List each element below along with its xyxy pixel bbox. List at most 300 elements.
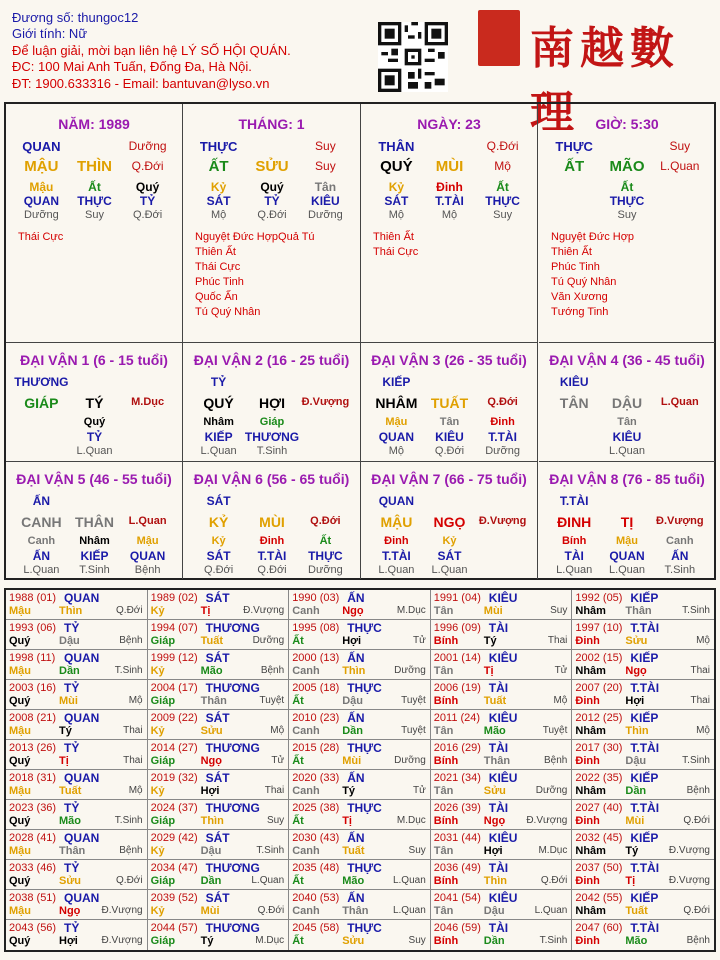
year-star: TỶ — [64, 921, 80, 935]
hidden-stem: Đinh — [490, 416, 515, 428]
hidden-state: Suy — [617, 209, 637, 221]
year-label: 2012 (25) — [575, 712, 623, 724]
year-branch: Mùi — [342, 755, 362, 767]
year-branch: Ngọ — [483, 815, 506, 827]
year-star: THƯƠNG — [205, 801, 260, 815]
hidden-star: THỰC — [609, 194, 645, 208]
year-stem: Mậu — [9, 785, 31, 797]
year-label: 2006 (19) — [433, 682, 481, 694]
year-label: 1989 (02) — [150, 592, 198, 604]
year-state: Thai — [264, 785, 285, 796]
year-star: T.TÀI — [630, 741, 660, 755]
heavenly-stem: KỶ — [208, 514, 229, 530]
year-star: TÀI — [488, 801, 509, 815]
year-star: T.TÀI — [630, 621, 660, 635]
year-label: 2015 (28) — [292, 742, 340, 754]
year-branch: Dần — [200, 875, 222, 887]
year-branch: Thân — [483, 755, 511, 767]
year-star: KIẾP — [630, 591, 659, 605]
year-label: 1994 (07) — [150, 622, 198, 634]
year-label: 2000 (13) — [292, 652, 340, 664]
year-star: THỰC — [347, 621, 382, 635]
year-cell — [148, 710, 290, 739]
dai-van-3 — [361, 343, 538, 462]
year-state: Tử — [554, 665, 568, 676]
year-stem: Giáp — [150, 875, 176, 887]
year-state: Dưỡng — [394, 755, 426, 766]
year-stem: Bính — [433, 875, 459, 887]
hidden-stem: Canh — [666, 535, 694, 547]
year-star: QUAN — [64, 591, 100, 605]
year-label: 2013 (26) — [9, 742, 57, 754]
year-label: 2001 (14) — [433, 652, 481, 664]
contact-invitation: Để luận giải, mời bạn liên hệ LÝ SỐ HỘI QUÁN. — [12, 42, 291, 58]
year-state: Suy — [408, 845, 426, 856]
year-state: Mộ — [270, 725, 285, 736]
year-label: 2008 (21) — [9, 712, 57, 724]
dai-van-6 — [183, 462, 361, 579]
year-star: T.TÀI — [630, 921, 660, 935]
hidden-star: QUAN — [378, 430, 415, 444]
ten-god-star: QUAN — [22, 139, 61, 154]
year-state: L.Quan — [251, 875, 285, 886]
year-branch: Tuất — [200, 635, 223, 647]
year-cell — [289, 920, 431, 950]
year-label: 2016 (29) — [433, 742, 481, 754]
hidden-star: T.TÀI — [382, 549, 411, 563]
year-branch: Mùi — [483, 605, 503, 617]
year-cell — [431, 800, 573, 829]
year-star: QUAN — [64, 831, 100, 845]
year-label: 2033 (46) — [9, 862, 57, 874]
year-star: ẤN — [347, 651, 365, 665]
heavenly-stem: GIÁP — [24, 395, 59, 411]
hidden-state: L.Quan — [608, 564, 646, 576]
hidden-stem: Mậu — [385, 416, 408, 428]
year-cell — [6, 740, 148, 769]
year-label: 2005 (18) — [292, 682, 340, 694]
year-label: 2045 (58) — [292, 922, 340, 934]
year-cell — [289, 650, 431, 679]
year-star: KIẾP — [630, 651, 659, 665]
year-star: TÀI — [488, 921, 509, 935]
year-label: 2047 (60) — [575, 922, 623, 934]
year-cell — [431, 920, 573, 950]
hidden-star: TỶ — [139, 194, 156, 208]
hidden-state: T.Sinh — [79, 564, 110, 576]
year-stem: Tân — [433, 665, 454, 677]
year-label: 2029 (42) — [150, 832, 198, 844]
year-branch: Mùi — [200, 905, 220, 917]
year-star: QUAN — [64, 771, 100, 785]
branch-state: L.Quan — [660, 159, 700, 173]
year-state: Đ.Vượng — [668, 845, 710, 856]
year-stem: Quý — [9, 935, 31, 947]
year-row — [6, 860, 714, 890]
pillar-title: NĂM: 1989 — [58, 116, 130, 132]
heavenly-stem: ẤT — [208, 158, 229, 175]
growth-state: Q.Đới — [487, 396, 518, 408]
year-state: L.Quan — [392, 905, 426, 916]
hidden-stem: Kỷ — [442, 535, 457, 547]
year-star: SÁT — [205, 771, 230, 785]
earthly-branch: TỊ — [620, 514, 634, 530]
year-cell — [289, 830, 431, 859]
year-cell — [572, 620, 714, 649]
year-star: THƯƠNG — [205, 681, 260, 695]
hidden-star: TỶ — [264, 194, 280, 208]
hidden-state: T.Sinh — [256, 445, 288, 457]
year-cell — [572, 650, 714, 679]
earthly-branch: TUẤT — [430, 395, 469, 411]
year-star: ẤN — [347, 891, 365, 905]
year-label: 1990 (03) — [292, 592, 340, 604]
year-row — [6, 740, 714, 770]
year-stem: Canh — [292, 665, 320, 677]
hidden-state: Mộ — [210, 209, 227, 221]
hidden-stem: Mậu — [29, 180, 54, 194]
year-branch: Mão — [625, 935, 648, 947]
year-branch: Dậu — [483, 905, 505, 917]
year-star: KIÊU — [488, 831, 518, 845]
special-star: Thái Cực — [373, 246, 419, 258]
hidden-stem: Canh — [27, 535, 56, 547]
heavenly-stem: ĐINH — [557, 514, 592, 530]
year-label: 2020 (33) — [292, 772, 340, 784]
year-star: TỶ — [64, 801, 80, 815]
year-cell — [431, 860, 573, 889]
special-star: Tướng Tinh — [551, 306, 609, 318]
hidden-stem: Ất — [496, 180, 509, 194]
dai-van-5 — [6, 462, 183, 579]
year-branch: Tý — [483, 635, 497, 647]
special-star: Nguyệt Đức HợpQuả Tú — [195, 231, 315, 243]
year-branch: Ngọ — [625, 665, 647, 677]
hidden-star: SÁT — [206, 194, 231, 208]
branch-state: Mộ — [494, 159, 511, 173]
hidden-stem: Mậu — [136, 535, 159, 547]
year-label: 1997 (10) — [575, 622, 623, 634]
year-row — [6, 920, 714, 950]
ten-god-star: KIẾP — [382, 375, 411, 389]
year-branch: Dần — [59, 665, 80, 677]
special-star: Quốc Ấn — [195, 291, 238, 303]
year-label: 1995 (08) — [292, 622, 340, 634]
hidden-stem: Giáp — [259, 416, 285, 428]
year-star: SÁT — [205, 591, 230, 605]
year-state: L.Quan — [534, 905, 568, 916]
year-star: SÁT — [205, 711, 230, 725]
hidden-state: Dưỡng — [308, 209, 343, 221]
year-cell — [6, 920, 148, 950]
year-branch: Thân — [342, 905, 369, 917]
year-cell — [6, 710, 148, 739]
year-label: 1988 (01) — [9, 592, 57, 604]
year-state: Thai — [690, 695, 710, 706]
year-state: Thai — [690, 665, 710, 676]
year-star: THỰC — [347, 681, 382, 695]
year-label: 2044 (57) — [150, 922, 198, 934]
year-label: 2009 (22) — [150, 712, 198, 724]
special-star: Nguyệt Đức Hợp — [551, 231, 635, 243]
year-state: Đ.Vượng — [101, 905, 143, 916]
year-star: THỰC — [347, 921, 382, 935]
year-stem: Giáp — [150, 695, 176, 707]
year-state: Suy — [408, 935, 426, 946]
year-cell — [6, 860, 148, 889]
year-branch: Tị — [59, 755, 69, 767]
year-branch: Mão — [200, 665, 223, 677]
year-state: T.Sinh — [256, 845, 285, 856]
year-stem: Ất — [292, 635, 304, 647]
hidden-state: Q.Đới — [257, 209, 287, 221]
year-cell — [289, 620, 431, 649]
year-stem: Nhâm — [575, 785, 606, 797]
year-branch: Thìn — [342, 665, 366, 677]
ten-god-star: TỶ — [210, 375, 227, 389]
year-star: KIÊU — [488, 771, 518, 785]
year-label: 2022 (35) — [575, 772, 623, 784]
year-state: Q.Đới — [540, 875, 568, 886]
hidden-state: Suy — [493, 209, 513, 221]
hidden-star: KIẾP — [80, 549, 109, 563]
year-star: ẤN — [347, 711, 365, 725]
year-branch: Dần — [483, 935, 505, 947]
year-cell — [148, 680, 290, 709]
year-cell — [572, 680, 714, 709]
year-branch: Tị — [625, 875, 636, 887]
year-star: TÀI — [488, 741, 509, 755]
year-state: Suy — [550, 605, 568, 616]
hidden-stem: Ất — [88, 180, 101, 194]
year-cell — [289, 770, 431, 799]
dai-van-2 — [183, 343, 361, 462]
ten-god-star: ẤN — [32, 494, 51, 508]
heavenly-stem: TÂN — [559, 395, 589, 411]
year-branch: Thân — [200, 695, 227, 707]
dai-van-title: ĐẠI VẬN 6 (56 - 65 tuổi) — [193, 471, 350, 487]
year-stem: Mậu — [9, 725, 31, 737]
year-cell — [289, 710, 431, 739]
year-star: THỰC — [347, 861, 382, 875]
hidden-stem: Đinh — [384, 535, 409, 547]
owner-info — [12, 10, 372, 92]
year-branch: Tuất — [625, 905, 648, 917]
year-branch: Sửu — [59, 875, 82, 887]
year-state: Bệnh — [686, 785, 710, 796]
pillar-3 — [361, 104, 538, 343]
earthly-branch: MÙI — [259, 514, 285, 530]
year-stem: Kỷ — [150, 905, 165, 917]
growth-state: Đ.Vượng — [478, 515, 527, 527]
year-stem: Canh — [292, 785, 320, 797]
year-row — [6, 800, 714, 830]
year-cell — [431, 740, 573, 769]
year-label: 1999 (12) — [150, 652, 198, 664]
year-branch: Thân — [59, 845, 86, 857]
year-stem: Bính — [433, 935, 459, 947]
hidden-star: THƯƠNG — [244, 430, 300, 444]
hidden-stem: Tân — [617, 416, 637, 428]
earthly-branch: MÃO — [609, 158, 645, 175]
dai-van-1 — [6, 343, 183, 462]
gender: Giới tính: Nữ — [12, 26, 88, 42]
year-cell — [148, 650, 290, 679]
hidden-star: THỰC — [77, 194, 112, 208]
year-cell — [6, 830, 148, 859]
year-branch: Dậu — [59, 635, 80, 647]
year-stem: Đinh — [575, 755, 600, 767]
year-label: 2011 (24) — [433, 712, 481, 724]
year-star: KIẾP — [630, 771, 659, 785]
year-cell — [6, 680, 148, 709]
year-star: QUAN — [64, 711, 100, 725]
hidden-stem: Nhâm — [203, 416, 234, 428]
year-branch: Sửu — [483, 785, 506, 797]
year-label: 2035 (48) — [292, 862, 340, 874]
year-cell — [431, 680, 573, 709]
year-label: 2017 (30) — [575, 742, 623, 754]
year-cell — [148, 770, 290, 799]
year-star: TỶ — [64, 621, 80, 635]
year-branch: Hợi — [625, 695, 645, 707]
year-state: Dưỡng — [535, 785, 568, 796]
year-label: 2042 (55) — [575, 892, 623, 904]
year-star: THỰC — [347, 801, 382, 815]
year-star: KIÊU — [488, 891, 518, 905]
year-stem: Giáp — [150, 935, 176, 947]
hidden-state: L.Quan — [431, 564, 468, 576]
year-stem: Nhâm — [575, 905, 606, 917]
year-cell — [572, 830, 714, 859]
year-state: T.Sinh — [539, 935, 568, 946]
hidden-state: Mộ — [388, 445, 405, 457]
year-branch: Hợi — [200, 785, 220, 797]
year-state: Tử — [412, 635, 426, 646]
earthly-branch: MÙI — [435, 158, 464, 175]
year-branch: Sửu — [342, 935, 365, 947]
year-stem: Đinh — [575, 695, 600, 707]
year-stem: Giáp — [150, 755, 176, 767]
year-stem: Mậu — [9, 665, 31, 677]
year-label: 2021 (34) — [433, 772, 481, 784]
year-stem: Tân — [433, 845, 454, 857]
year-cell — [289, 800, 431, 829]
year-label: 2025 (38) — [292, 802, 340, 814]
year-branch: Mùi — [59, 695, 78, 707]
year-label: 2030 (43) — [292, 832, 340, 844]
ten-god-star: THỰC — [199, 139, 238, 154]
year-cell — [572, 800, 714, 829]
hidden-stem: Quý — [83, 416, 106, 428]
year-branch: Mão — [59, 815, 81, 827]
year-label: 2024 (37) — [150, 802, 198, 814]
year-stem: Đinh — [575, 815, 600, 827]
year-state: Tuyệt — [259, 695, 285, 706]
year-cell — [148, 830, 290, 859]
year-star: T.TÀI — [630, 801, 660, 815]
year-label: 2041 (54) — [433, 892, 481, 904]
hidden-star: ẤN — [671, 549, 689, 563]
year-branch: Tị — [342, 815, 352, 827]
chart-grid — [4, 102, 716, 580]
year-state: Mộ — [128, 695, 143, 706]
earthly-branch: SỬU — [255, 158, 289, 175]
year-cell — [148, 620, 290, 649]
special-star: Văn Xương — [551, 291, 608, 303]
year-state: Bệnh — [260, 665, 285, 676]
year-stem: Ất — [292, 935, 304, 947]
year-stem: Ất — [292, 755, 304, 767]
hidden-state: Q.Đới — [132, 209, 163, 221]
hidden-stem: Ất — [620, 180, 634, 194]
year-state: Suy — [266, 815, 285, 826]
phone-email: ĐT: 1900.633316 - Email: bantuvan@lyso.vn — [12, 75, 270, 91]
year-stem: Tân — [433, 785, 454, 797]
year-branch: Dậu — [200, 845, 222, 857]
ten-god-star: THƯƠNG — [14, 375, 69, 389]
year-cell — [6, 620, 148, 649]
year-cell — [289, 860, 431, 889]
year-cell — [431, 710, 573, 739]
year-label: 1993 (06) — [9, 622, 57, 634]
year-stem: Giáp — [150, 815, 176, 827]
year-branch: Dần — [342, 725, 363, 737]
year-cell — [148, 890, 290, 919]
hidden-stem: Ất — [319, 535, 332, 547]
year-branch: Tuất — [342, 845, 365, 857]
year-star: TÀI — [488, 621, 509, 635]
owner-name: Đương số: thungoc12 — [12, 10, 139, 25]
year-cell — [148, 800, 290, 829]
year-star: QUAN — [64, 891, 100, 905]
year-branch: Dậu — [342, 695, 363, 707]
year-state: M.Dục — [396, 815, 426, 826]
growth-state: Đ.Vượng — [301, 396, 350, 408]
year-stem: Nhâm — [575, 845, 606, 857]
hidden-star: KIÊU — [612, 430, 642, 444]
year-branch: Tý — [625, 845, 639, 857]
year-stem: Kỷ — [150, 665, 165, 677]
dai-van-8 — [539, 462, 715, 579]
dai-van-title: ĐẠI VẬN 1 (6 - 15 tuổi) — [20, 352, 168, 368]
year-cell — [572, 890, 714, 919]
year-branch: Sửu — [625, 635, 648, 647]
year-stem: Ất — [292, 695, 304, 707]
special-star: Phúc Tinh — [195, 276, 244, 288]
hidden-star: THỰC — [485, 194, 520, 208]
year-state: M.Dục — [255, 935, 285, 946]
hidden-star: SÁT — [384, 194, 409, 208]
year-cell — [572, 590, 714, 619]
year-branch: Dần — [625, 785, 647, 797]
earthly-branch: DẬU — [611, 395, 643, 411]
growth-state: Q.Đới — [310, 515, 341, 527]
address: ĐC: 100 Mai Anh Tuấn, Đống Đa, Hà Nội. — [12, 59, 252, 75]
year-label: 2031 (44) — [433, 832, 481, 844]
logo-text: 南越數理 — [530, 23, 680, 138]
hidden-state: L.Quan — [23, 564, 60, 576]
year-state: Dưỡng — [252, 635, 285, 646]
hidden-state: L.Quan — [76, 445, 113, 457]
dai-van-7 — [361, 462, 538, 579]
pillar-4 — [539, 104, 715, 343]
hidden-star: QUAN — [23, 194, 60, 208]
year-label: 1996 (09) — [433, 622, 481, 634]
hidden-star: TỶ — [86, 430, 103, 444]
year-branch: Ngọ — [342, 605, 364, 617]
year-star: KIẾP — [630, 711, 659, 725]
